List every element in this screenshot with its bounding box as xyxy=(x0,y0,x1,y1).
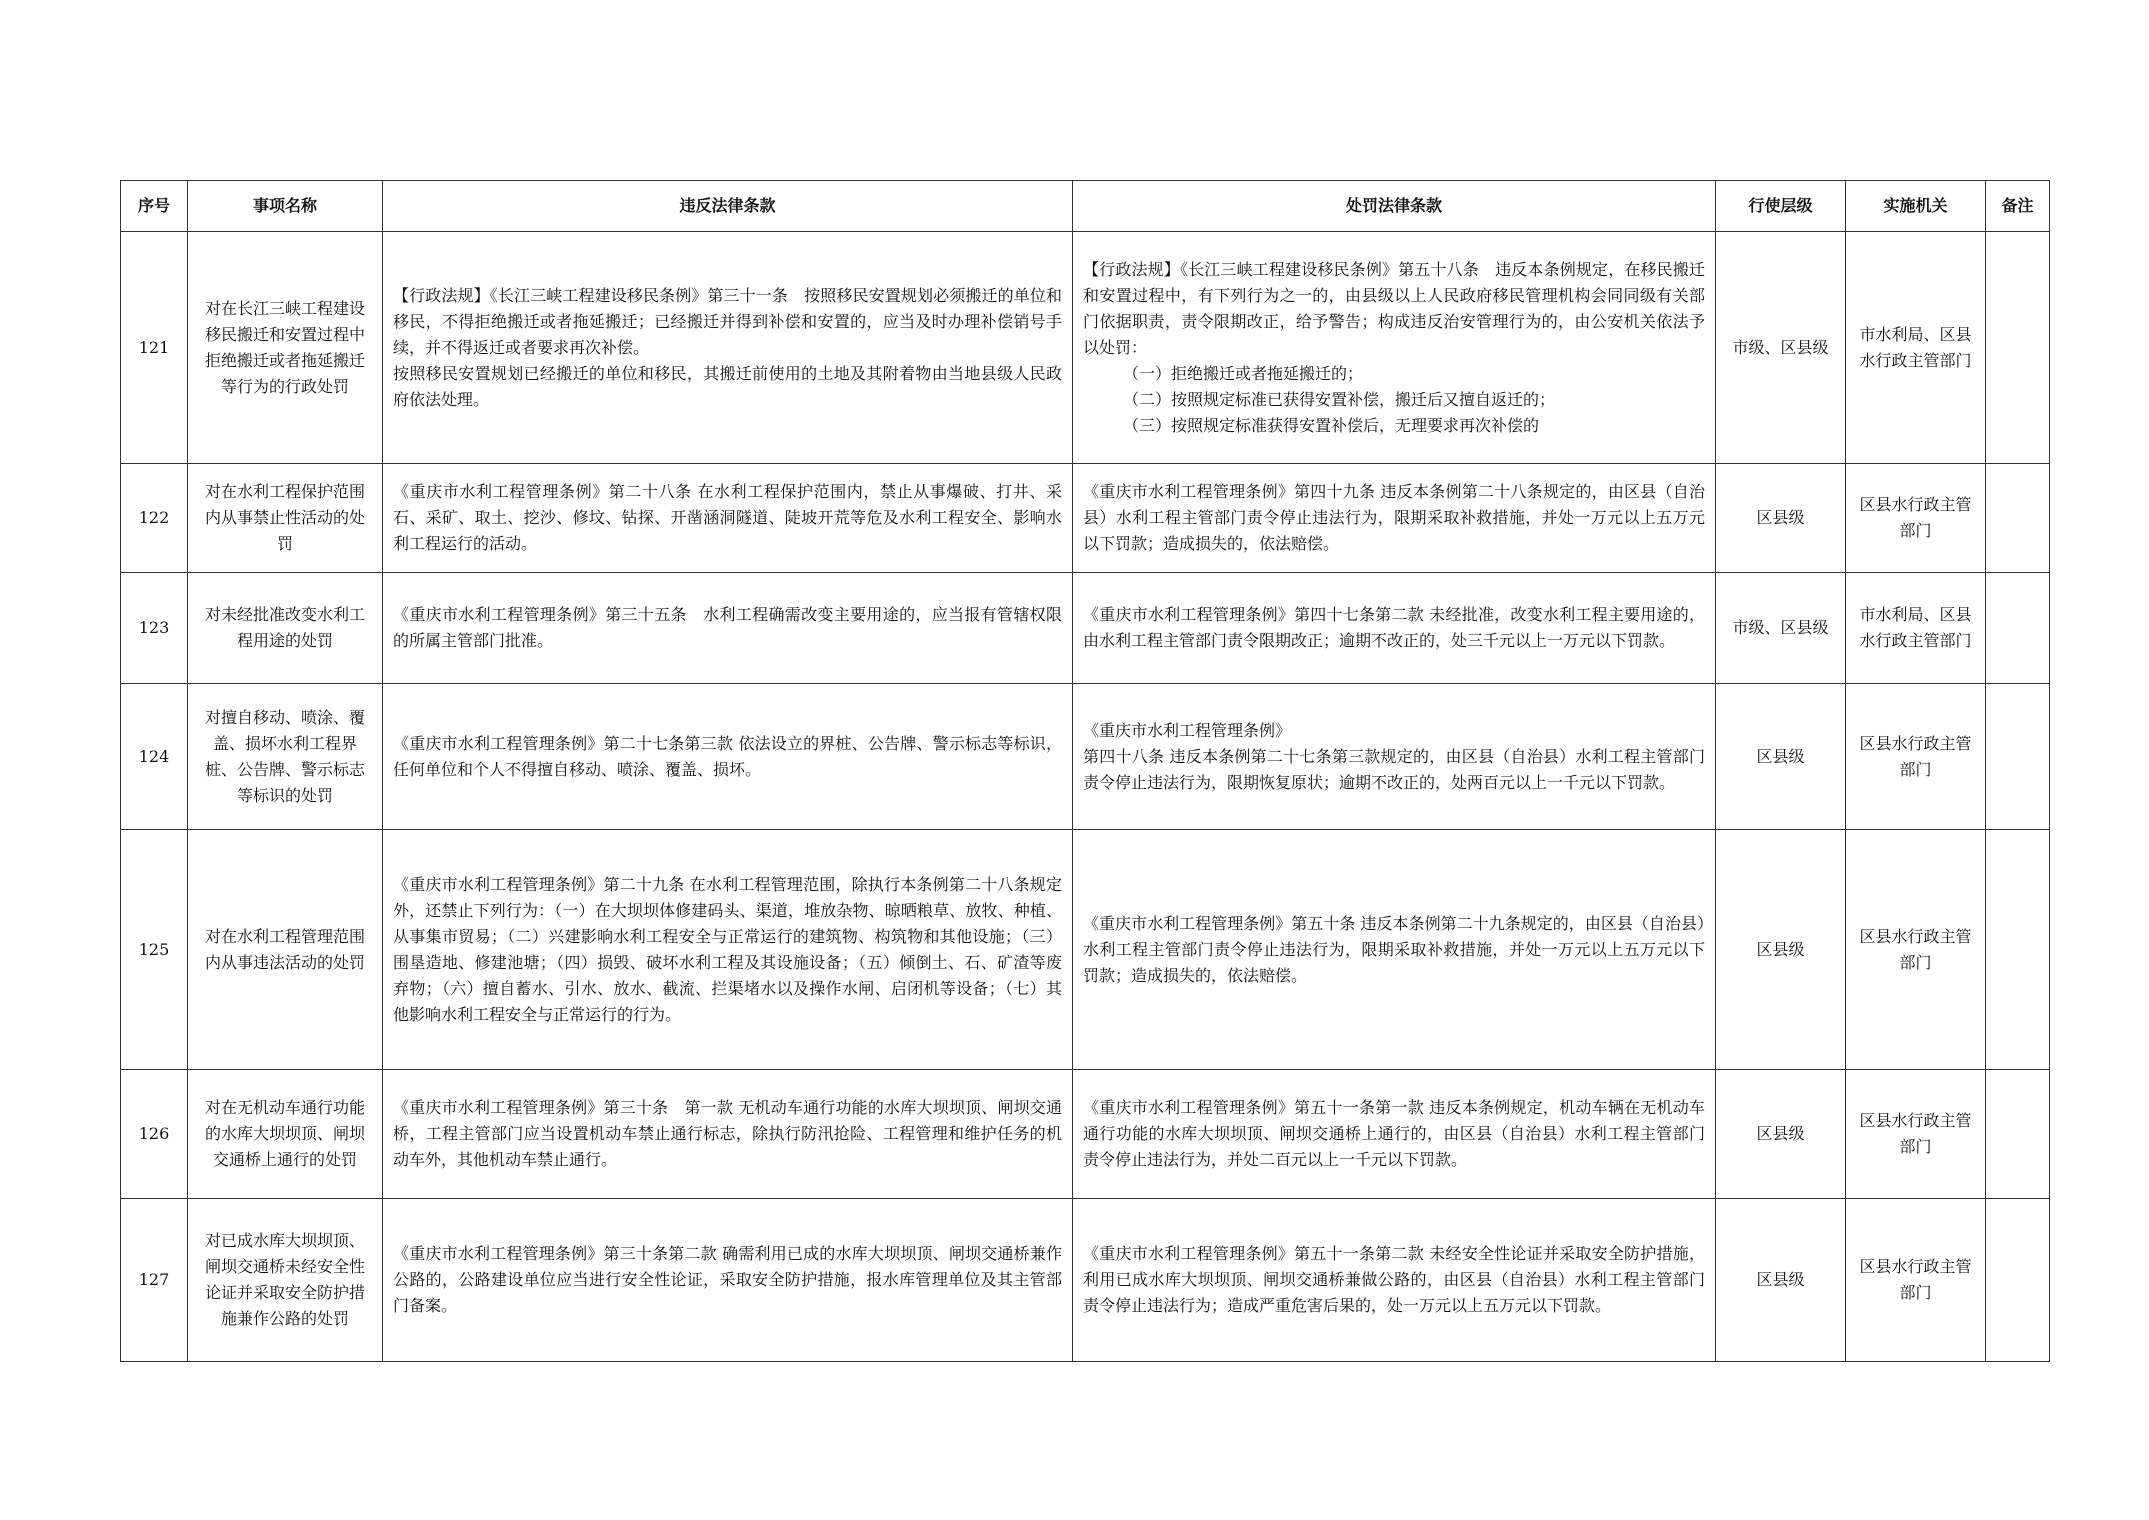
note-cell xyxy=(1986,1199,2050,1362)
penalty-clause: 《重庆市水利工程管理条例》第五十条 违反本条例第二十九条规定的，由区县（自治县）水利工程主管部门责令停止违法行为，限期采取补救措施，并处一万元以上五万元以下罚款；造成损失的，依法赔偿。 xyxy=(1073,830,1716,1070)
penalty-clause-text: 【行政法规】《长江三峡工程建设移民条例》第五十八条 违反本条例规定，在移民搬迁和安置过程中，有下列行为之一的，由县级以上人民政府移民管理机构会同同级有关部门依据职责，责令限期改正，给予警告；构成违反治安管理行为的，由公安机关依法予以处罚： xyxy=(1083,259,1705,357)
exercise-level: 市级、区县级 xyxy=(1716,232,1846,464)
violation-clause: 《重庆市水利工程管理条例》第三十五条 水利工程确需改变主要用途的，应当报有管辖权限的所属主管部门批准。 xyxy=(383,573,1073,684)
row-number: 122 xyxy=(121,464,188,573)
note-cell xyxy=(1986,830,2050,1070)
penalty-item: （二）按照规定标准已获得安置补偿，搬迁后又擅自返迁的； xyxy=(1123,389,1556,409)
exercise-level: 区县级 xyxy=(1716,684,1846,830)
violation-clause: 《重庆市水利工程管理条例》第二十九条 在水利工程管理范围，除执行本条例第二十八条规定外，还禁止下列行为：（一）在大坝坝体修建码头、渠道，堆放杂物、晾晒粮草、放牧、种植、从事集市贸易；（二）兴建影响水利工程安全与正常运行的建筑物、构筑物和其他设施；（三）围垦造地、修建池塘；（四）损毁、破坏水利工程及其设施设备；（五）倾倒土、石、矿渣等废弃物；（六）擅自蓄水、引水、放水、截流、拦渠堵水以及操作水闸、启闭机等设备；（七）其他影响水利工程安全与正常运行的行为。 xyxy=(383,830,1073,1070)
exercise-level: 区县级 xyxy=(1716,1199,1846,1362)
note-cell xyxy=(1986,684,2050,830)
item-name: 对擅自移动、喷涂、覆盖、损坏水利工程界桩、公告牌、警示标志等标识的处罚 xyxy=(188,684,383,830)
note-cell xyxy=(1986,573,2050,684)
header-num: 序号 xyxy=(121,181,188,232)
note-cell xyxy=(1986,1070,2050,1199)
violation-clause: 《重庆市水利工程管理条例》第三十条 第一款 无机动车通行功能的水库大坝坝顶、闸坝交通桥，工程主管部门应当设置机动车禁止通行标志，除执行防汛抢险、工程管理和维护任务的机动车外，其他机动车禁止通行。 xyxy=(383,1070,1073,1199)
row-number: 127 xyxy=(121,1199,188,1362)
row-number: 126 xyxy=(121,1070,188,1199)
header-note: 备注 xyxy=(1986,181,2050,232)
exercise-level: 区县级 xyxy=(1716,830,1846,1070)
penalty-clause: 《重庆市水利工程管理条例》第四十七条第二款 未经批准，改变水利工程主要用途的，由水利工程主管部门责令限期改正；逾期不改正的，处三千元以上一万元以下罚款。 xyxy=(1073,573,1716,684)
implementing-agency: 区县水行政主管部门 xyxy=(1846,684,1986,830)
implementing-agency: 市水利局、区县水行政主管部门 xyxy=(1846,232,1986,464)
note-cell xyxy=(1986,464,2050,573)
item-name: 对在水利工程保护范围内从事禁止性活动的处罚 xyxy=(188,464,383,573)
header-level: 行使层级 xyxy=(1716,181,1846,232)
header-penalty-clause: 处罚法律条款 xyxy=(1073,181,1716,232)
note-cell xyxy=(1986,232,2050,464)
exercise-level: 区县级 xyxy=(1716,464,1846,573)
table-row xyxy=(121,1070,2050,1199)
penalty-clause xyxy=(1073,232,1716,464)
header-row xyxy=(121,181,2050,232)
penalty-clause: 《重庆市水利工程管理条例》第四十九条 违反本条例第二十八条规定的，由区县（自治县）水利工程主管部门责令停止违法行为，限期采取补救措施，并处一万元以上五万元以下罚款；造成损失的，依法赔偿。 xyxy=(1073,464,1716,573)
exercise-level: 区县级 xyxy=(1716,1070,1846,1199)
penalty-item: （三）按照规定标准获得安置补偿后，无理要求再次补偿的 xyxy=(1123,415,1540,435)
header-violation-clause: 违反法律条款 xyxy=(383,181,1073,232)
violation-clause xyxy=(383,232,1073,464)
penalty-clause: 《重庆市水利工程管理条例》第五十一条第一款 违反本条例规定，机动车辆在无机动车通行功能的水库大坝坝顶、闸坝交通桥上通行的，由区县（自治县）水利工程主管部门责令停止违法行为，并处二百元以上一千元以下罚款。 xyxy=(1073,1070,1716,1199)
table-row xyxy=(121,464,2050,573)
violation-clause: 《重庆市水利工程管理条例》第二十七条第三款 依法设立的界桩、公告牌、警示标志等标识，任何单位和个人不得擅自移动、喷涂、覆盖、损坏。 xyxy=(383,684,1073,830)
penalty-clause xyxy=(1073,684,1716,830)
header-name: 事项名称 xyxy=(188,181,383,232)
item-name: 对在无机动车通行功能的水库大坝坝顶、闸坝交通桥上通行的处罚 xyxy=(188,1070,383,1199)
table-row xyxy=(121,830,2050,1070)
implementing-agency: 区县水行政主管部门 xyxy=(1846,1199,1986,1362)
violation-clause-text: 【行政法规】《长江三峡工程建设移民条例》第三十一条 按照移民安置规划必须搬迁的单位和移民，不得拒绝搬迁或者拖延搬迁；已经搬迁并得到补偿和安置的，应当及时办理补偿销号手续，并不得返迁或者要求再次补偿。 xyxy=(393,285,1062,357)
penalty-item: （一）拒绝搬迁或者拖延搬迁的； xyxy=(1123,363,1364,383)
table-row xyxy=(121,1199,2050,1362)
item-name: 对未经批准改变水利工程用途的处罚 xyxy=(188,573,383,684)
table-row xyxy=(121,232,2050,464)
header-agency: 实施机关 xyxy=(1846,181,1986,232)
item-name: 对在长江三峡工程建设移民搬迁和安置过程中拒绝搬迁或者拖延搬迁等行为的行政处罚 xyxy=(188,232,383,464)
penalty-clause: 《重庆市水利工程管理条例》第五十一条第二款 未经安全性论证并采取安全防护措施，利用已成水库大坝坝顶、闸坝交通桥兼做公路的，由区县（自治县）水利工程主管部门责令停止违法行为；造成严重危害后果的，处一万元以上五万元以下罚款。 xyxy=(1073,1199,1716,1362)
row-number: 125 xyxy=(121,830,188,1070)
regulation-table xyxy=(120,180,2050,1362)
implementing-agency: 市水利局、区县水行政主管部门 xyxy=(1846,573,1986,684)
violation-clause: 《重庆市水利工程管理条例》第二十八条 在水利工程保护范围内，禁止从事爆破、打井、采石、采矿、取土、挖沙、修坟、钻探、开凿涵洞隧道、陡坡开荒等危及水利工程安全、影响水利工程运行的活动。 xyxy=(383,464,1073,573)
implementing-agency: 区县水行政主管部门 xyxy=(1846,1070,1986,1199)
implementing-agency: 区县水行政主管部门 xyxy=(1846,830,1986,1070)
penalty-clause-text: 第四十八条 违反本条例第二十七条第三款规定的，由区县（自治县）水利工程主管部门责令停止违法行为，限期恢复原状；逾期不改正的，处两百元以上一千元以下罚款。 xyxy=(1083,746,1705,792)
row-number: 124 xyxy=(121,684,188,830)
item-name: 对在水利工程管理范围内从事违法活动的处罚 xyxy=(188,830,383,1070)
exercise-level: 市级、区县级 xyxy=(1716,573,1846,684)
penalty-clause-title: 《重庆市水利工程管理条例》 xyxy=(1083,720,1292,740)
row-number: 123 xyxy=(121,573,188,684)
row-number: 121 xyxy=(121,232,188,464)
violation-clause-extra: 按照移民安置规划已经搬迁的单位和移民，其搬迁前使用的土地及其附着物由当地县级人民政府依法处理。 xyxy=(393,363,1062,409)
violation-clause: 《重庆市水利工程管理条例》第三十条第二款 确需利用已成的水库大坝坝顶、闸坝交通桥兼作公路的，公路建设单位应当进行安全性论证，采取安全防护措施，报水库管理单位及其主管部门备案。 xyxy=(383,1199,1073,1362)
table-row xyxy=(121,573,2050,684)
table-row xyxy=(121,684,2050,830)
item-name: 对已成水库大坝坝顶、闸坝交通桥未经安全性论证并采取安全防护措施兼作公路的处罚 xyxy=(188,1199,383,1362)
implementing-agency: 区县水行政主管部门 xyxy=(1846,464,1986,573)
